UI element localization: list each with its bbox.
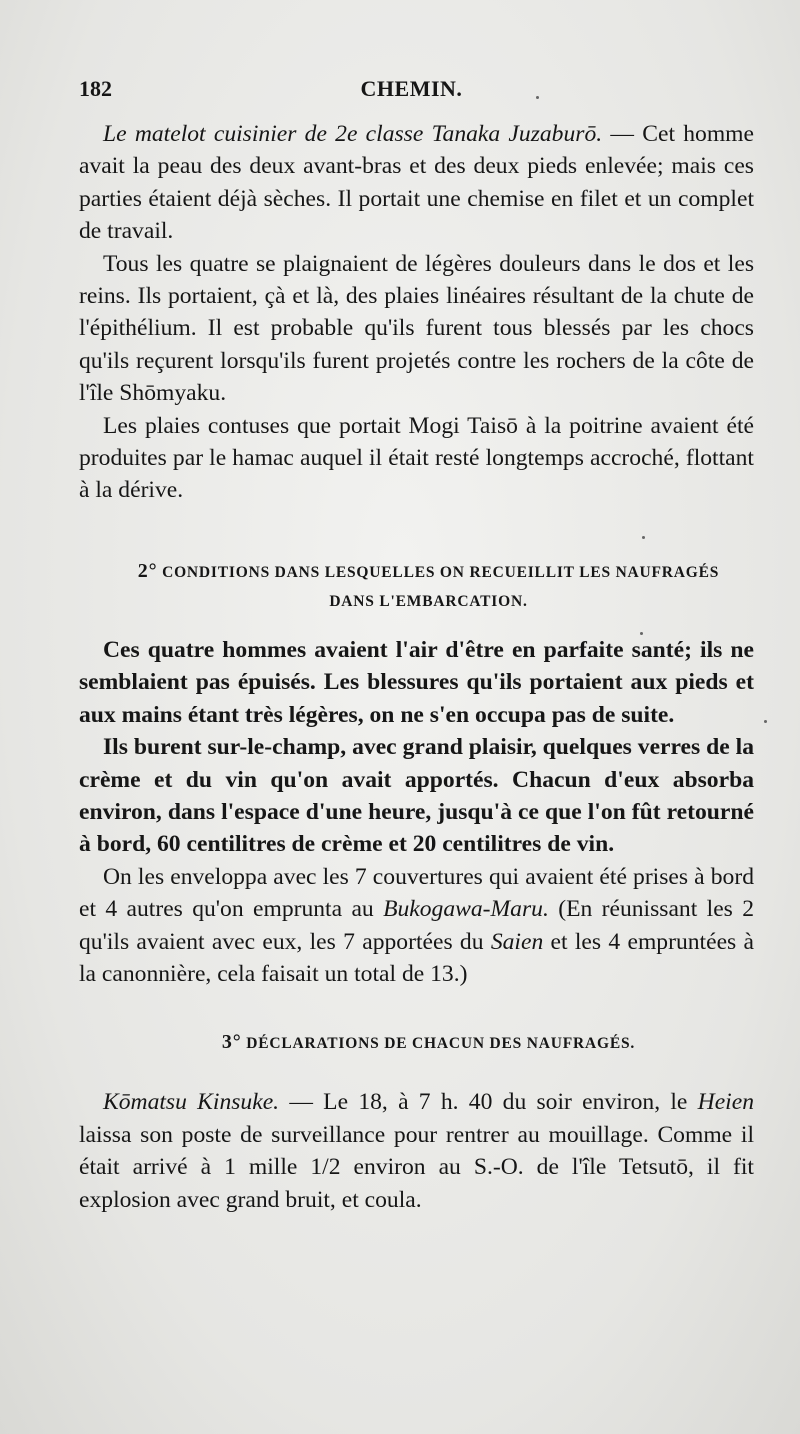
paragraph-wounds: Tous les quatre se plaignaient de légères douleurs dans le dos et les reins. Ils portaient, çà et là, des plaies linéaires résultant de la chute de l'épithélium. Il est probable qu'ils furent tous blessés par les chocs qu'ils reçurent lorsqu'ils furent projetés contre les rochers de la côte de l'île Shōmyaku. [79,250,754,407]
paragraph-komatsu: Kōmatsu Kinsuke. — Le 18, à 7 h. 40 du soir environ, le Heien laissa son poste de surveillance pour rentrer au mouillage. Comme il était arrivé à 1 mille 1/2 environ au S.-O. de l'île Tetsutō, il fit explosion avec grand bruit, et coula. [79,1089,754,1213]
paragraph-blankets: On les enveloppa avec les 7 couvertures qui avaient été prises à bord et 4 autres qu'on emprunta au Bukogawa-Maru. (En réunissant les 2 qu'ils avaient avec eux, les 7 apportées du Saien et les 4 empruntées à la canonnière, cela faisait un total de 13.) [79,863,755,987]
person-name-tanaka: Le matelot cuisinier de 2e classe Tanaka Juzaburō. [103,121,603,147]
person-name-komatsu: Kōmatsu Kinsuke. [103,1089,280,1116]
page-header [79,76,744,106]
page-number: 182 [79,76,112,101]
paragraph-health: Ces quatre hommes avaient l'air d'être en parfaite santé; ils ne semblaient pas épuisés. Les blessures qu'ils portaient aux pieds et aux mains étant très légères, on ne s'en occupa pas de suite. [79,636,754,728]
section-heading-3-text: DÉCLARATIONS DE CHACUN DES NAUFRAGÉS. [246,1035,636,1053]
paper-speck [640,632,643,635]
section-heading-2-text: CONDITIONS DANS LESQUELLES ON RECUEILLIT LES NAUFRAGÉS [162,563,720,581]
paragraph-text: — Cet homme avait la peau des deux avant-bras et des deux pieds enlevée; mais ces parties étaient déjà sèches. Il portait une chemise en filet et un complet de travail. [79,121,755,245]
ship-name-saien: Saien [490,928,544,955]
ship-name-bukogawa: Bukogawa-Maru. [383,896,549,923]
paragraph-drinks: Ils burent sur-le-champ, avec grand plaisir, quelques verres de la crème et du vin qu'on avait apportés. Chacun d'eux absorba environ, dans l'espace d'une heure, jusqu'à ce que l'on fût retourné à bord, 60 centilitres de crème et 20 centilitres de vin. [79,734,754,858]
paragraph-mogi: Les plaies contuses que portait Mogi Taisō à la poitrine avaient été produites par le hamac auquel il était resté longtemps accroché, flottant à la dérive. [79,412,754,504]
paragraph-tanaka [79,118,754,248]
paper-speck [536,96,539,99]
running-title: CHEMIN. [360,76,463,101]
ship-name-heien: Heien [697,1089,754,1116]
paper-speck [764,720,767,723]
section-number-3: 3° [221,1031,242,1054]
page-body [79,118,754,1216]
section-heading-2 [79,557,754,616]
section-number-2: 2° [137,559,158,582]
section-heading-3 [79,1028,754,1058]
section-heading-2-line1 [79,557,754,587]
section-heading-2-line2: DANS L'EMBARCATION. [329,592,528,610]
paper-speck [642,536,645,539]
